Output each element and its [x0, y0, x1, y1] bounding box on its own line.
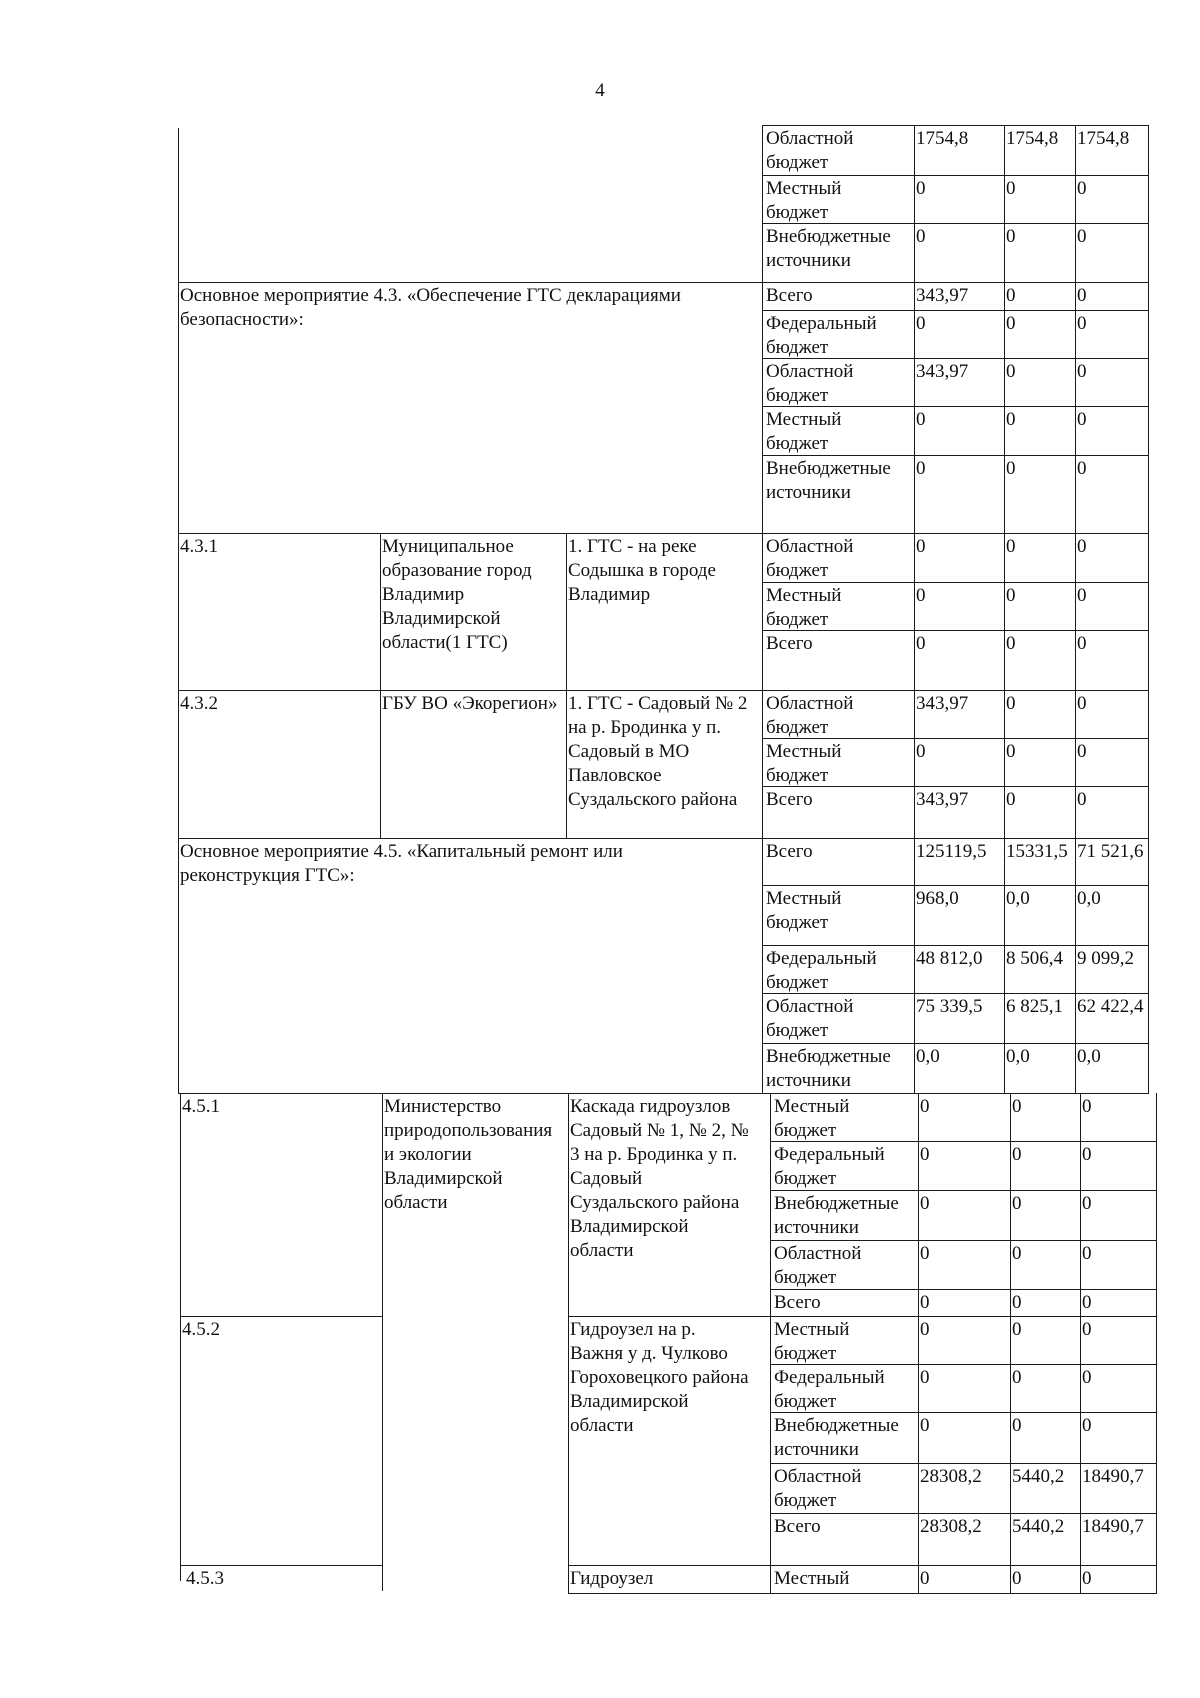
fund-source-label: Всего — [774, 1516, 821, 1537]
fund-value: 48 812,0 — [916, 948, 983, 969]
fund-value: 28308,2 — [920, 1516, 982, 1537]
row-number: 4.3.2 — [180, 693, 218, 714]
table-vrule — [1004, 282, 1005, 534]
fund-value: 0 — [916, 458, 926, 479]
fund-value: 0 — [916, 536, 926, 557]
fund-value: 1754,8 — [1006, 128, 1059, 149]
fund-value: 15331,5 — [1006, 841, 1068, 862]
fund-value: 0 — [916, 585, 926, 606]
fund-source-label: Федеральный бюджет — [766, 948, 877, 993]
fund-value: 0 — [1077, 693, 1087, 714]
fund-value: 0 — [1006, 285, 1016, 306]
fund-value: 125119,5 — [916, 841, 987, 862]
table-vrule — [1080, 1565, 1081, 1594]
fund-value: 0 — [920, 1319, 930, 1340]
table-hrule — [770, 1513, 1157, 1514]
fund-source-label: Федеральный бюджет — [766, 313, 877, 358]
table-hrule — [762, 1043, 1149, 1044]
table-vrule — [1010, 1316, 1011, 1566]
fund-value: 0 — [1077, 536, 1087, 557]
fund-value: 0 — [1082, 1243, 1092, 1264]
fund-value: 0 — [1082, 1144, 1092, 1165]
fund-value: 343,97 — [916, 361, 969, 382]
fund-value: 75 339,5 — [916, 996, 983, 1017]
table-vrule — [1080, 1093, 1081, 1317]
table-vrule — [1010, 1093, 1011, 1317]
table-vrule — [1004, 533, 1005, 691]
table-vrule — [914, 533, 915, 691]
fund-value: 0 — [916, 226, 926, 247]
fund-value: 0 — [1006, 178, 1016, 199]
table-vrule — [770, 1565, 771, 1594]
fund-value: 0 — [920, 1144, 930, 1165]
fund-source-label: Областной бюджет — [766, 693, 854, 738]
table-vrule — [762, 282, 763, 534]
table-vrule — [1075, 533, 1076, 691]
fund-value: 0 — [920, 1193, 930, 1214]
fund-source-label: Местный бюджет — [774, 1096, 850, 1141]
table-hrule — [762, 945, 1149, 946]
fund-value: 0 — [920, 1292, 930, 1313]
table-vrule — [914, 838, 915, 1094]
fund-value: 0 — [1012, 1415, 1022, 1436]
fund-value: 62 422,4 — [1077, 996, 1144, 1017]
fund-value: 343,97 — [916, 285, 969, 306]
table-vrule — [1075, 690, 1076, 839]
fund-value: 0 — [920, 1243, 930, 1264]
fund-source-label: Областной бюджет — [766, 128, 854, 173]
fund-value: 343,97 — [916, 693, 969, 714]
table-vrule — [770, 1093, 771, 1317]
table-vrule — [762, 838, 763, 1094]
fund-source-label: Внебюджетные источники — [766, 226, 891, 271]
table-vrule — [762, 125, 763, 283]
fund-value: 0 — [1012, 1367, 1022, 1388]
fund-value: 0 — [1077, 741, 1087, 762]
fund-value: 0 — [916, 741, 926, 762]
fund-source-label: Всего — [766, 789, 813, 810]
table-hrule — [770, 1240, 1157, 1241]
fund-value: 5440,2 — [1012, 1516, 1065, 1537]
fund-source-label: Местный бюджет — [766, 178, 842, 223]
table-vrule — [914, 125, 915, 283]
table-vrule — [1010, 1565, 1011, 1594]
executor-name: Министерство природопользования и экологии Владимирской области — [384, 1096, 553, 1213]
fund-value: 0,0 — [1077, 1046, 1101, 1067]
row-number: 4.5.2 — [182, 1319, 220, 1340]
object-name: Гидроузел на р. Важня у д. Чулково Гороховецкого района Владимирской области — [570, 1319, 749, 1436]
fund-source-label: Областной бюджет — [766, 536, 854, 581]
fund-source-label: Всего — [766, 285, 813, 306]
table-hrule — [568, 1593, 1157, 1594]
fund-value: 18490,7 — [1082, 1516, 1144, 1537]
fund-value: 968,0 — [916, 888, 959, 909]
table-vrule — [1004, 125, 1005, 283]
table-vrule — [1156, 1565, 1157, 1594]
fund-source-label: Местный бюджет — [766, 409, 842, 454]
fund-value: 0 — [1006, 693, 1016, 714]
fund-value: 0 — [1077, 313, 1087, 334]
fund-value: 0 — [1082, 1415, 1092, 1436]
table-vrule — [770, 1316, 771, 1566]
fund-source-label: Внебюджетные источники — [774, 1193, 899, 1238]
fund-value: 0 — [1006, 536, 1016, 557]
object-name: 1. ГТС - на реке Содышка в городе Владимир — [568, 536, 716, 605]
fund-value: 0 — [1012, 1243, 1022, 1264]
fund-value: 0,0 — [916, 1046, 940, 1067]
fund-value: 0 — [920, 1415, 930, 1436]
table-vrule — [1156, 1316, 1157, 1566]
row-number: 4.5.3 — [186, 1568, 224, 1589]
table-vrule — [1075, 125, 1076, 283]
fund-value: 0 — [1082, 1193, 1092, 1214]
table-vrule — [1148, 838, 1149, 1094]
fund-value: 0 — [1082, 1319, 1092, 1340]
fund-value: 1754,8 — [916, 128, 969, 149]
section-4-5-title: Основное мероприятие 4.5. «Капитальный ремонт или реконструкция ГТС»: — [180, 841, 623, 886]
fund-source-label: Федеральный бюджет — [774, 1144, 885, 1189]
fund-value: 0 — [1077, 361, 1087, 382]
table-vrule — [762, 690, 763, 839]
fund-value: 0 — [916, 313, 926, 334]
fund-source-label: Областной бюджет — [774, 1466, 862, 1511]
table-hrule — [762, 223, 1149, 224]
object-name: Каскада гидроузлов Садовый № 1, № 2, № 3 на р. Бродинка у п. Садовый Суздальского района Владимирской области — [570, 1096, 749, 1261]
fund-value: 0 — [1012, 1568, 1022, 1589]
fund-value: 0 — [1077, 585, 1087, 606]
fund-value: 0 — [1077, 789, 1087, 810]
table-vrule — [1148, 533, 1149, 691]
table-vrule — [762, 533, 763, 691]
fund-value: 0,0 — [1006, 888, 1030, 909]
table-vrule — [1148, 282, 1149, 534]
fund-value: 0 — [916, 409, 926, 430]
fund-value: 0 — [1006, 789, 1016, 810]
fund-value: 0 — [1006, 633, 1016, 654]
fund-value: 0 — [1077, 458, 1087, 479]
fund-source-label: Областной бюджет — [766, 996, 854, 1041]
table-vrule — [178, 128, 179, 283]
table-hrule — [762, 786, 1149, 787]
fund-value: 0 — [1082, 1096, 1092, 1117]
fund-value: 6 825,1 — [1006, 996, 1063, 1017]
fund-source-label: Областной бюджет — [774, 1243, 862, 1288]
fund-value: 18490,7 — [1082, 1466, 1144, 1487]
fund-value: 5440,2 — [1012, 1466, 1065, 1487]
table-vrule — [918, 1093, 919, 1317]
table-hrule — [762, 455, 1149, 456]
fund-value: 0 — [1006, 409, 1016, 430]
table-vrule — [1075, 838, 1076, 1094]
table-hrule — [762, 358, 1149, 359]
table-hrule — [762, 310, 1149, 311]
fund-source-label: Внебюджетные источники — [766, 458, 891, 503]
fund-value: 0 — [1077, 633, 1087, 654]
fund-value: 343,97 — [916, 789, 969, 810]
fund-value: 0 — [1012, 1292, 1022, 1313]
fund-value: 0 — [1006, 741, 1016, 762]
fund-value: 0 — [1012, 1319, 1022, 1340]
table-hrule — [770, 1463, 1157, 1464]
table-vrule — [918, 1565, 919, 1594]
row-number: 4.5.1 — [182, 1096, 220, 1117]
fund-source-label: Местный бюджет — [774, 1319, 850, 1364]
fund-source-label: Местный бюджет — [766, 741, 842, 786]
object-name: Гидроузел — [570, 1568, 654, 1589]
table-hrule — [770, 1190, 1157, 1191]
fund-value: 0 — [1012, 1144, 1022, 1165]
fund-value: 0 — [920, 1367, 930, 1388]
fund-value: 0 — [1006, 458, 1016, 479]
fund-source-label: Всего — [766, 633, 813, 654]
fund-value: 0 — [1006, 226, 1016, 247]
table-hrule — [770, 1141, 1157, 1142]
table-vrule — [178, 282, 179, 534]
table-hrule — [762, 993, 1149, 994]
table-vrule — [1148, 690, 1149, 839]
fund-value: 0 — [916, 633, 926, 654]
fund-source-label: Областной бюджет — [766, 361, 854, 406]
table-hrule — [770, 1289, 1157, 1290]
executor-name: ГБУ ВО «Экорегион» — [382, 693, 558, 714]
table-vrule — [918, 1316, 919, 1566]
fund-value: 0 — [920, 1096, 930, 1117]
fund-value: 0,0 — [1006, 1046, 1030, 1067]
fund-value: 0,0 — [1077, 888, 1101, 909]
fund-value: 0 — [1082, 1367, 1092, 1388]
fund-value: 8 506,4 — [1006, 948, 1063, 969]
fund-value: 0 — [920, 1568, 930, 1589]
fund-value: 0 — [1006, 585, 1016, 606]
fund-value: 0 — [916, 178, 926, 199]
object-name: 1. ГТС - Садовый № 2 на р. Бродинка у п. Садовый в МО Павловское Суздальского района — [568, 693, 748, 810]
fund-value: 0 — [1077, 226, 1087, 247]
fund-source-label: Всего — [774, 1292, 821, 1313]
table-hrule — [762, 582, 1149, 583]
section-4-3-title: Основное мероприятие 4.3. «Обеспечение ГТС декларациями безопасности»: — [180, 285, 681, 330]
table-hrule — [762, 406, 1149, 407]
table-vrule — [1004, 838, 1005, 1094]
table-vrule — [1080, 1316, 1081, 1566]
table-vrule — [1148, 125, 1149, 283]
executor-name: Муниципальное образование город Владимир Владимирской области(1 ГТС) — [382, 536, 532, 653]
fund-value: 0 — [1077, 178, 1087, 199]
fund-value: 71 521,6 — [1077, 841, 1144, 862]
fund-value: 1754,8 — [1077, 128, 1130, 149]
fund-source-label: Местный бюджет — [766, 585, 842, 630]
fund-value: 0 — [1077, 409, 1087, 430]
fund-source-label: Внебюджетные источники — [766, 1046, 891, 1091]
fund-value: 0 — [1077, 285, 1087, 306]
fund-value: 0 — [1012, 1193, 1022, 1214]
fund-source-label: Всего — [766, 841, 813, 862]
fund-value: 9 099,2 — [1077, 948, 1134, 969]
table-vrule — [1075, 282, 1076, 534]
fund-source-label: Местный — [774, 1568, 850, 1589]
page-number: 4 — [595, 80, 605, 101]
fund-value: 0 — [1082, 1292, 1092, 1313]
row-number: 4.3.1 — [180, 536, 218, 557]
table-hrule — [770, 1412, 1157, 1413]
table-hrule — [762, 738, 1149, 739]
table-hrule — [762, 630, 1149, 631]
table-hrule — [762, 175, 1149, 176]
table-hrule — [770, 1364, 1157, 1365]
table-vrule — [914, 282, 915, 534]
fund-value: 0 — [1006, 361, 1016, 382]
fund-value: 0 — [1012, 1096, 1022, 1117]
fund-value: 28308,2 — [920, 1466, 982, 1487]
table-vrule — [1156, 1093, 1157, 1317]
table-vrule — [1004, 690, 1005, 839]
fund-source-label: Местный бюджет — [766, 888, 842, 933]
fund-value: 0 — [1082, 1568, 1092, 1589]
table-hrule — [762, 885, 1149, 886]
fund-source-label: Федеральный бюджет — [774, 1367, 885, 1412]
fund-value: 0 — [1006, 313, 1016, 334]
table-vrule — [914, 690, 915, 839]
fund-source-label: Внебюджетные источники — [774, 1415, 899, 1460]
